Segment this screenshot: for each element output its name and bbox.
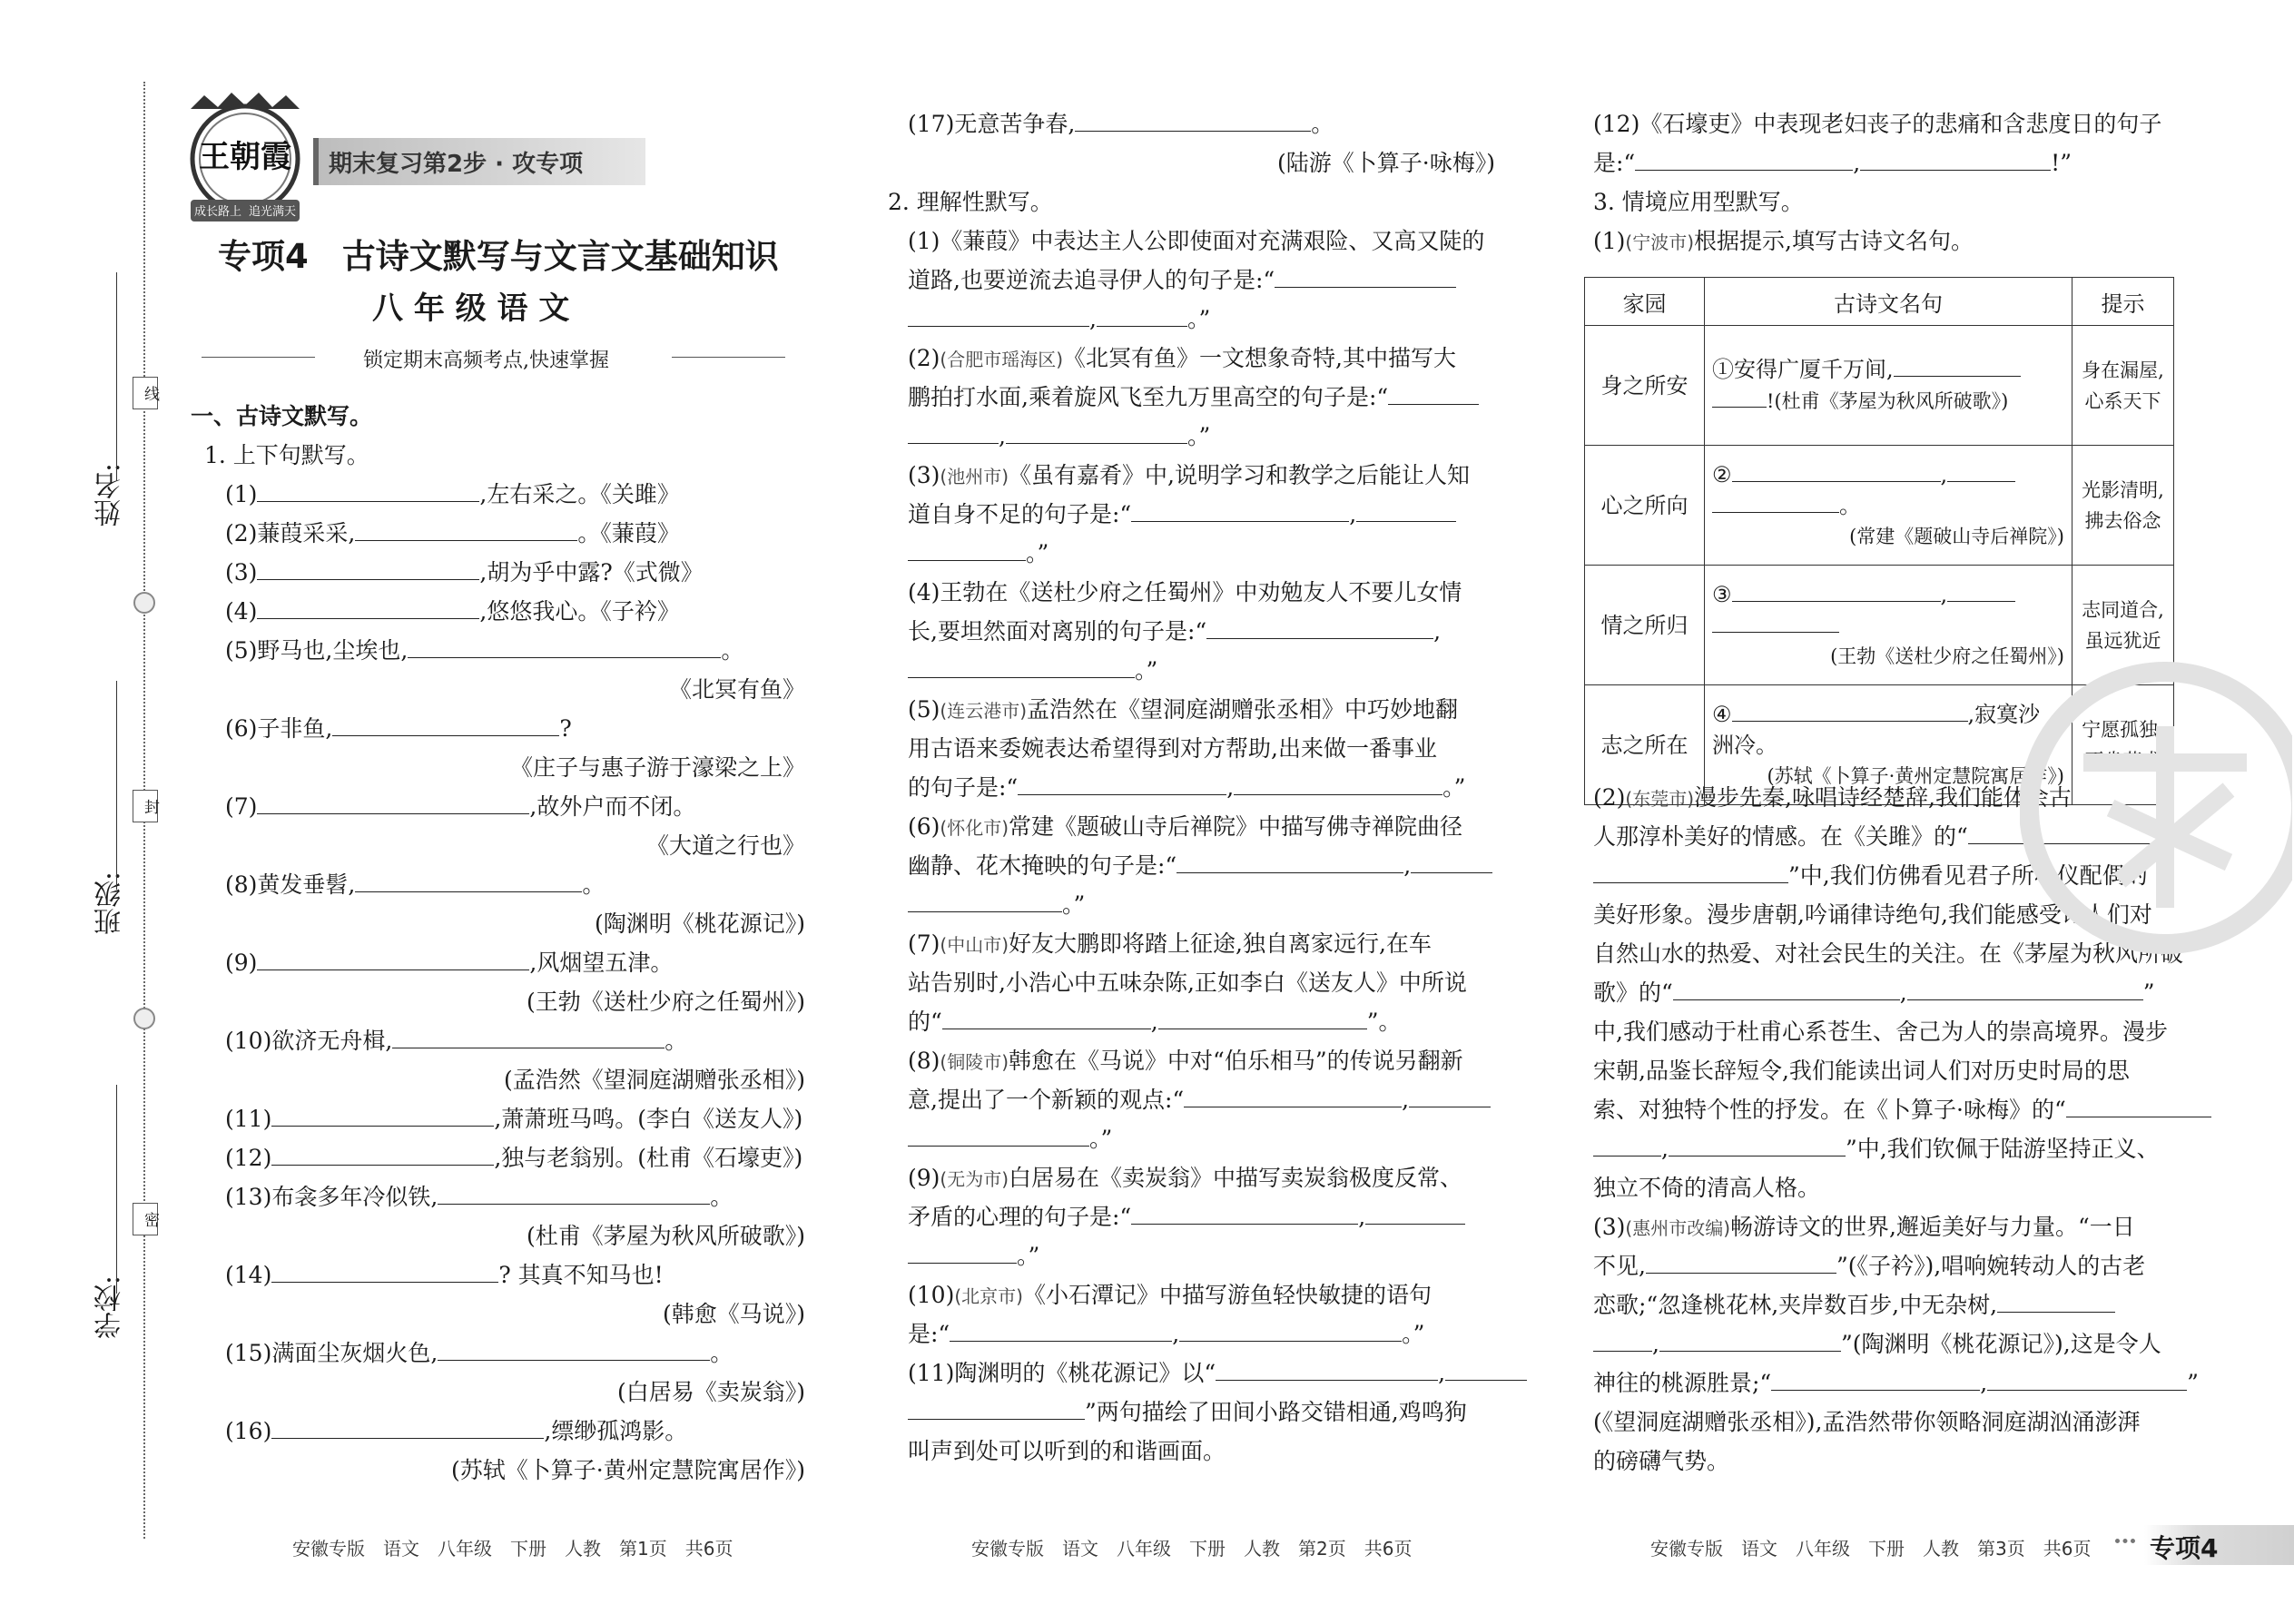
tagline-rule [672,357,785,358]
table-cell-home: 心之所向 [1585,446,1705,566]
answer-blank[interactable] [908,1397,1085,1420]
answer-blank[interactable] [1712,490,1839,513]
school-field[interactable] [116,1085,117,1294]
question-item: 。” [908,655,1157,686]
answer-blank[interactable] [1356,499,1456,522]
question-item: 意,提出了一个新颖的观点:“ , [908,1085,1491,1116]
answer-blank[interactable] [1669,1134,1846,1156]
table-cell-hint: 宁愿孤独,不肯苟求 [2072,685,2174,805]
question-text: (1)(宁波市)根据提示,填写古诗文名句。 [1593,228,1974,254]
answer-blank[interactable] [271,1260,498,1283]
answer-blank[interactable] [1732,699,1968,722]
answer-blank[interactable] [1659,1329,1841,1352]
answer-blank[interactable] [1409,1085,1491,1107]
question-text: 的磅礴气势。 [1593,1448,1730,1474]
class-label: 班级: [94,871,126,936]
question-heading: 1. 上下句默写。 [204,442,369,468]
table-cell-verse: ④ ,寂寞沙 洲冷。 (苏轼《卜算子·黄州定慧院寓居作》) [1705,685,2072,805]
question-item: 。” [908,538,1049,569]
table-cell-verse: ② , 。 (常建《题破山寺后禅院》) [1705,446,2072,566]
answer-blank[interactable] [257,557,479,580]
banner-text: 期末复习第2步 · 攻专项 [329,151,584,178]
answer-blank[interactable] [1732,459,1941,482]
question-item: 的句子是:“ , 。” [908,774,1466,801]
question-item: (8)黄发垂髫, 。 [225,871,605,898]
answer-blank[interactable] [1712,610,1839,633]
question-text: (3)(惠州市改编)畅游诗文的世界,邂逅美好与力量。“一日 [1593,1214,2135,1240]
question-item: 道路,也要逆流去追寻伊人的句子是:“ [908,265,1456,296]
answer-blank[interactable] [1635,148,1853,171]
tagline-rule [202,357,315,358]
question-item: (6)子非鱼, ? [225,715,572,742]
answer-blank[interactable] [1894,354,2021,377]
question-text: (9)(无为市)白居易在《卖炭翁》中描写卖炭翁极度反常、 [908,1165,1463,1191]
question-item: (12) ,独与老翁别。(杜甫《石壕吏》) [225,1145,803,1171]
question-item: , 。” [908,304,1210,335]
question-text: 站告别时,小浩心中五味杂陈,正如李白《送友人》中所说 [908,969,1467,996]
question-item: (4) ,悠悠我心。《子衿》 [225,598,680,625]
answer-blank[interactable] [2066,1095,2211,1117]
answer-blank[interactable] [257,792,529,814]
question-item: (5)野马也,尘埃也, 。 [225,637,744,664]
answer-blank[interactable] [332,714,559,736]
question-item: 是:“ , !” [1593,150,2072,176]
answer-blank[interactable] [1388,382,1479,405]
table-cell-hint: 身在漏屋,心系天下 [2072,326,2174,446]
question-text: 中,我们感动于杜甫心系苍生、舍己为人的崇高境界。漫步 [1593,1019,2168,1045]
school-label: 学校: [94,1275,126,1340]
answer-blank[interactable] [257,596,479,619]
question-text: 美好形象。漫步唐朝,吟诵律诗绝句,我们能感受诗人们对 [1593,901,2152,928]
answer-blank[interactable] [1006,421,1187,444]
svg-text:追光满天: 追光满天 [248,205,297,219]
question-text: (8)(铜陵市)韩愈在《马说》中对“伯乐相马”的传说另翻新 [908,1048,1463,1074]
question-item: (14) ? 其真不知马也! [225,1262,664,1288]
page-footer: 安徽专版 语文 八年级 下册 人教 第3页 共6页 [1650,1538,2092,1560]
page-footer: 安徽专版 语文 八年级 下册 人教 第2页 共6页 [971,1538,1413,1560]
page-footer: 安徽专版 语文 八年级 下册 人教 第1页 共6页 [292,1538,733,1560]
question-item: (13)布衾多年冷似铁, 。 [225,1184,733,1210]
section-heading: 一、古诗文默写。 [191,403,373,429]
question-text: 叫声到处可以听到的和谐画面。 [908,1438,1226,1464]
page-subtitle: 八 年 级 语 文 [372,290,570,327]
class-field[interactable] [116,681,117,890]
question-item: 鹏拍打水面,乘着旋风飞至九万里高空的句子是:“ [908,382,1479,413]
name-field[interactable] [116,272,117,481]
source-citation: (苏轼《卜算子·黄州定慧院寓居作》) [451,1457,805,1483]
answer-blank[interactable] [408,635,721,658]
answer-blank[interactable] [271,1416,544,1439]
question-item: (15)满面尘灰烟火色, 。 [225,1340,733,1366]
answer-blank[interactable] [1158,1007,1367,1029]
question-item: 人那淳朴美好的情感。在《关雎》的“ , [1593,823,2175,850]
question-text: 独立不倚的清高人格。 [1593,1175,1821,1201]
question-item: 是:“ , 。” [908,1321,1425,1347]
answer-blank[interactable] [1018,773,1226,795]
page-title: 专项4 古诗文默写与文言文基础知识 [218,237,779,276]
binding-hole-icon [133,1008,155,1029]
table-cell-verse: ③ , (王勃《送杜少府之任蜀州》) [1705,566,2072,685]
svg-text:成长路上: 成长路上 [193,205,242,219]
answer-blank[interactable] [355,870,582,892]
question-text: (2)(东莞市)漫步先秦,咏唱诗经楚辞,我们能体会古 [1593,784,2072,811]
answer-blank[interactable] [1365,1202,1465,1225]
question-item: (3) ,胡为乎中露?《式微》 [225,559,704,586]
answer-blank[interactable] [908,1241,1017,1264]
question-text: (6)(怀化市)常建《题破山寺后禅院》中描写佛寺禅院曲径 [908,813,1463,840]
table-cell-hint: 志同道合,虽远犹近 [2072,566,2174,685]
answer-blank[interactable] [1712,385,1767,408]
question-item: (2)蒹葭采采, 。《蒹葭》 [225,520,680,546]
question-item: , 。” [908,421,1210,452]
answer-blank[interactable] [438,1182,710,1205]
answer-blank[interactable] [1907,978,2143,1000]
question-text: (3)(池州市)《虽有嘉肴》中,说明学习和教学之后能让人知 [908,462,1470,488]
table-cell-hint: 光影清明,拂去俗念 [2072,446,2174,566]
answer-blank[interactable] [1131,499,1349,522]
question-item: (16) ,缥缈孤鸿影。 [225,1418,688,1444]
answer-blank[interactable] [1593,1134,1661,1156]
answer-blank[interactable] [438,1338,710,1361]
watermark-seal-icon [2020,654,2292,962]
answer-blank[interactable] [1411,851,1492,873]
answer-blank[interactable] [392,1026,665,1048]
binding-hole-icon [133,592,155,614]
answer-blank[interactable] [1593,861,1788,883]
answer-blank[interactable] [1771,1368,1980,1391]
question-item: (9) ,风烟望五津。 [225,950,674,976]
answer-blank[interactable] [908,304,1089,327]
question-text: (10)(北京市)《小石潭记》中描写游鱼轻快敏捷的语句 [908,1282,1432,1308]
tab-decoration [2115,1539,2135,1558]
question-text: (7)(中山市)好友大鹏即将踏上征途,独自离家远行,在车 [908,930,1432,957]
question-text: (5)(连云港市)孟浩然在《望洞庭湖赠张丞相》中巧妙地翻 [908,696,1459,723]
table-cell-verse: ①安得广厦千万间, !(杜甫《茅屋为秋风所破歌》) [1705,326,2072,446]
answer-blank[interactable] [1445,1358,1527,1381]
answer-blank[interactable] [355,518,577,541]
answer-blank[interactable] [1206,616,1433,639]
question-item: (7) ,故外户而不闭。 [225,793,696,820]
answer-blank[interactable] [1131,1202,1358,1225]
question-item: 神往的桃源胜景;“ , ” [1593,1370,2199,1396]
question-item: 的“ , ”。 [908,1009,1402,1035]
table-header: 提示 [2072,278,2174,326]
answer-blank[interactable] [950,1319,1172,1342]
answer-blank[interactable] [1075,109,1311,132]
question-heading: 2. 理解性默写。 [888,189,1053,215]
cut-mark-mi: 密 [133,1203,158,1235]
answer-blank[interactable] [1275,265,1456,288]
question-text: (4)王勃在《送杜少府之任蜀州》中劝勉友人不要儿女情 [908,579,1462,605]
question-item: 不见, ”(《子衿》),唱响婉转动人的古老 [1593,1253,2146,1279]
cut-mark-xian: 线 [133,377,158,409]
answer-blank[interactable] [271,1143,494,1166]
answer-blank[interactable] [908,421,999,444]
question-item: 长,要坦然面对离别的句子是:“ , [908,618,1442,645]
question-text: 用古语来委婉表达希望得到对方帮助,出来做一番事业 [908,735,1437,762]
question-item: 。” [908,1241,1039,1272]
question-item: (17)无意苦争春, 。 [908,111,1334,137]
question-item: ”两句描绘了田间小路交错相通,鸡鸣狗 [908,1397,1467,1428]
svg-text:王朝霞: 王朝霞 [199,139,291,175]
question-item: 歌》的“ , ” [1593,979,2155,1006]
answer-blank[interactable] [1987,1368,2187,1391]
source-citation: (陶渊明《桃花源记》) [594,910,805,937]
source-citation: (杜甫《茅屋为秋风所破歌》) [526,1223,805,1249]
answer-blank[interactable] [1947,579,2015,602]
question-item: 矛盾的心理的句子是:“ , [908,1202,1465,1233]
answer-blank[interactable] [1673,978,1900,1000]
question-text: (1)《蒹葭》中表达主人公即使面对充满艰险、又高又陡的 [908,228,1485,254]
table-cell-home: 身之所安 [1585,326,1705,446]
source-citation: 《大道之行也》 [645,832,805,859]
question-item: (11) ,萧萧班马鸣。(李白《送友人》) [225,1106,803,1132]
answer-blank[interactable] [908,655,1135,678]
table-header: 古诗文名句 [1705,278,2072,326]
question-item: 。” [908,890,1085,920]
source-citation: (韩愈《马说》) [662,1301,805,1327]
question-text: (2)(合肥市瑶海区)《北冥有鱼》一文想象奇特,其中描写大 [908,345,1456,371]
question-item: 道自身不足的句子是:“ , [908,499,1456,530]
cut-mark-feng: 封 [133,790,158,822]
question-heading: 3. 情境应用型默写。 [1593,189,1804,215]
answer-blank[interactable] [908,1124,1089,1147]
question-text: 宋朝,品鉴长辞短令,我们能读出词人们对历史时局的思 [1593,1058,2130,1084]
answer-blank[interactable] [1234,773,1442,795]
question-item: (11)陶渊明的《桃花源记》以“ , [908,1358,1527,1389]
source-citation: (白居易《卖炭翁》) [616,1379,805,1405]
section-tab-label: 专项4 [2150,1533,2219,1563]
question-item: (1) ,左右采之。《关雎》 [225,481,680,507]
answer-blank[interactable] [271,1104,494,1127]
question-item: 。” [908,1124,1112,1155]
answer-blank[interactable] [942,1007,1151,1029]
question-item: (10)欲济无舟楫, 。 [225,1028,688,1054]
answer-blank[interactable] [1177,851,1403,873]
table-cell-home: 志之所在 [1585,685,1705,805]
wangzhaoxia-logo [172,91,318,227]
question-item: 恋歌;“忽逢桃花林,夹岸数百步,中无杂树, [1593,1290,2115,1321]
question-item: , ”(陶渊明《桃花源记》),这是令人 [1593,1329,2161,1360]
question-item: , ”中,我们钦佩于陆游坚持正义、 [1593,1134,2160,1165]
answer-blank[interactable] [1593,1329,1652,1352]
question-item: 索、对独特个性的抒发。在《卜算子·咏梅》的“ [1593,1095,2211,1126]
answer-blank[interactable] [1732,579,1941,602]
answer-blank[interactable] [1860,148,2051,171]
answer-blank[interactable] [1184,1085,1402,1107]
question-item: ”中,我们仿佛看见君子所心仪配偶的 [1593,861,2148,891]
question-text: (《望洞庭湖赠张丞相》),孟浩然带你领略洞庭湖汹涌澎湃 [1593,1409,2141,1435]
question-item: 幽静、花木掩映的句子是:“ , [908,851,1492,881]
answer-blank[interactable] [908,890,1062,912]
table-row [1585,446,2174,566]
answer-blank[interactable] [908,538,1026,561]
source-citation: 《庄子与惠子游于濠梁之上》 [509,754,805,781]
answer-blank[interactable] [1179,1319,1402,1342]
table-cell-home: 情之所归 [1585,566,1705,685]
answer-blank[interactable] [257,948,529,970]
question-text: (12)《石壕吏》中表现老妇丧子的悲痛和含悲度日的句子 [1593,111,2162,137]
question-text: 自然山水的热爱、对社会民生的关注。在《茅屋为秋风所破 [1593,940,2184,967]
answer-blank[interactable] [1097,304,1187,327]
source-citation: (孟浩然《望洞庭湖赠张丞相》) [503,1067,805,1093]
answer-blank[interactable] [1947,459,2015,482]
answer-blank[interactable] [1997,1290,2115,1313]
answer-blank[interactable] [257,479,479,502]
name-label: 姓名: [94,463,126,527]
source-citation: (陆游《卜算子·咏梅》) [1277,150,1495,176]
tagline: 锁定期末高频考点,快速掌握 [363,349,609,372]
table-row [1585,326,2174,446]
table-header: 家园 [1585,278,1705,326]
answer-blank[interactable] [1646,1251,1836,1274]
source-citation: 《北冥有鱼》 [668,676,805,703]
answer-blank[interactable] [1216,1358,1438,1381]
source-citation: (王勃《送杜少府之任蜀州》) [526,989,805,1015]
